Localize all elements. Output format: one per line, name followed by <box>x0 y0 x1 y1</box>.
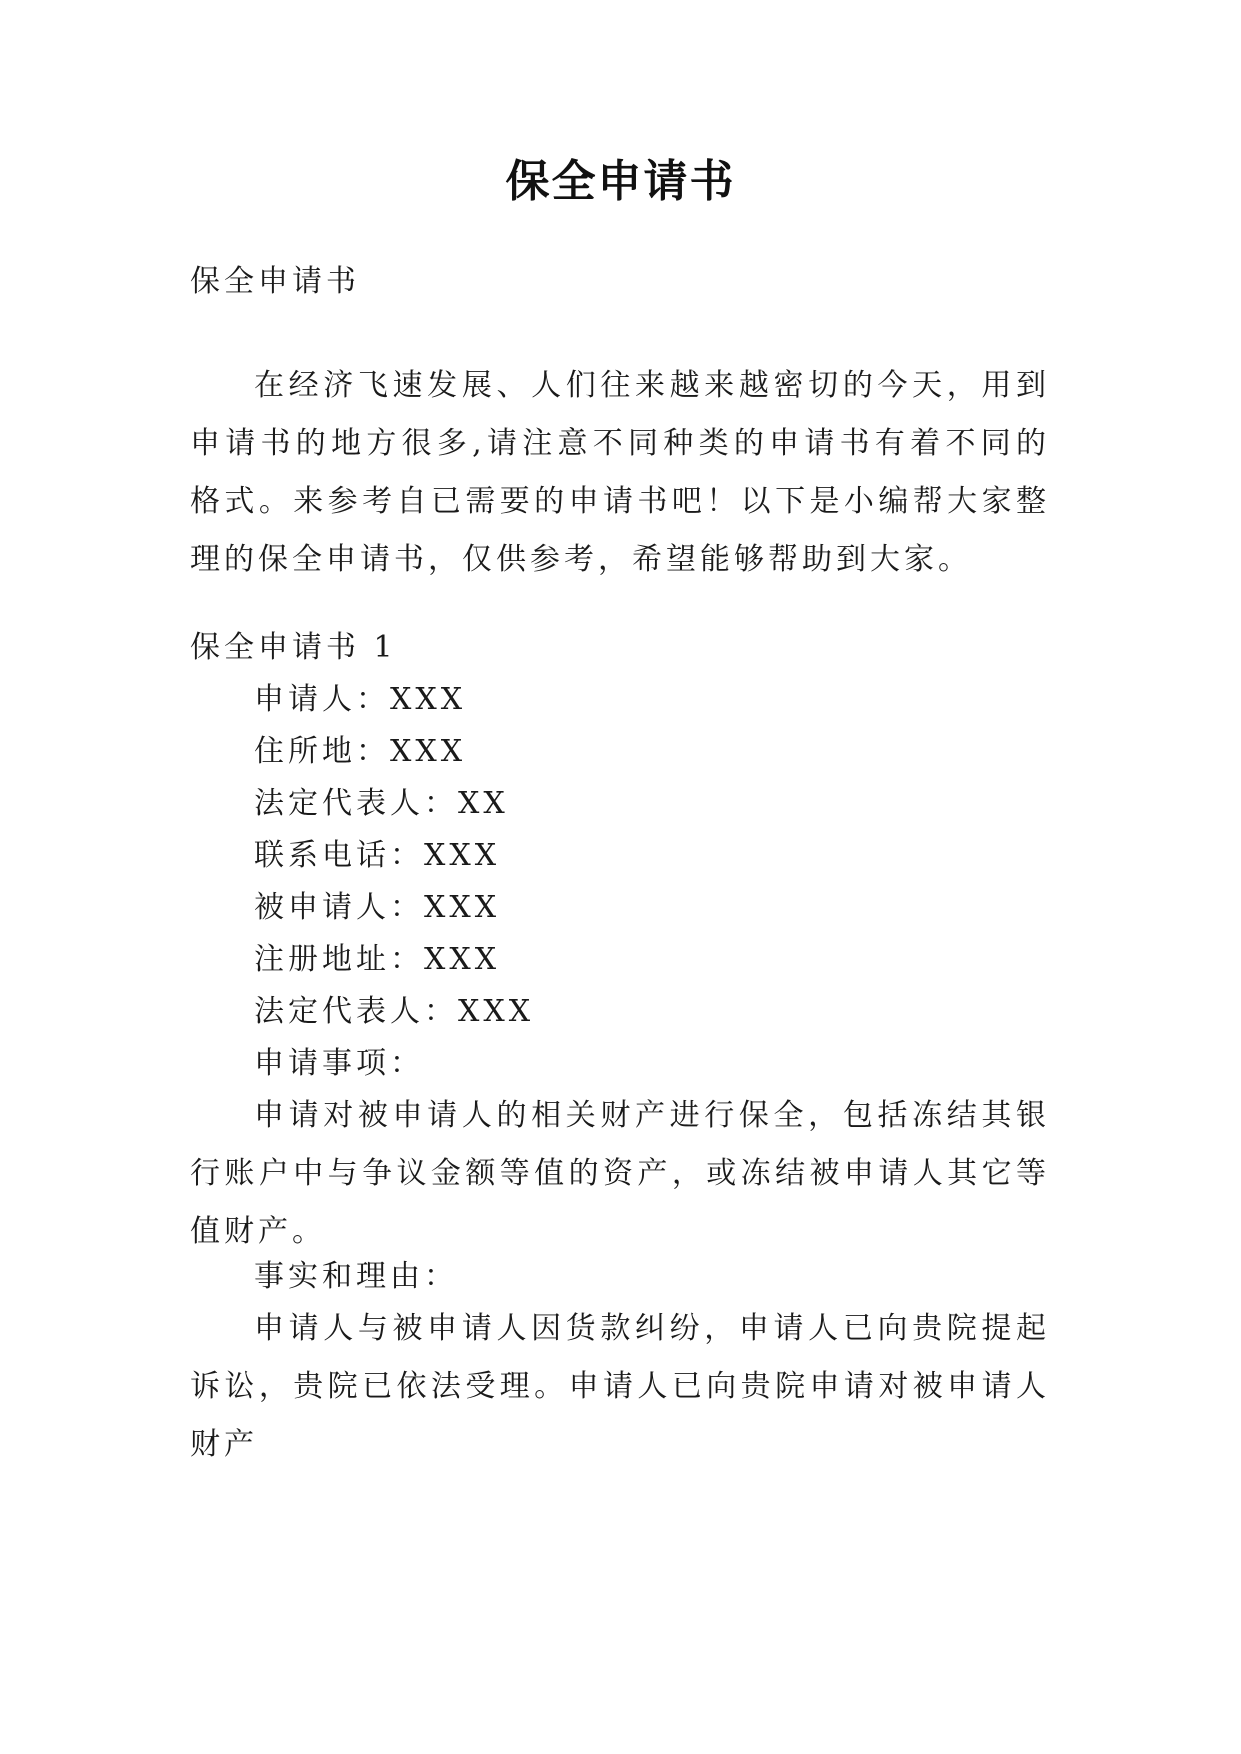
facts-heading: 事实和理由： <box>254 1259 458 1294</box>
intro-paragraph: 在经济飞速发展、人们往来越来越密切的今天，用到申请书的地方很多,请注意不同种类的申请书有着不同的格式。来参考自已需要的申请书吧！以下是小编帮大家整理的保全申请书，仅供参考，希望能够帮助到大家。 <box>190 368 1050 577</box>
facts-paragraph: 申请人与被申请人因货款纠纷，申请人已向贵院提起诉讼，贵院已依法受理。申请人已向贵院申请对被申请人财产 <box>190 1311 1050 1462</box>
field-respondent: 被申请人：XXX <box>254 890 501 925</box>
field-phone: 联系电话：XXX <box>254 838 501 873</box>
request-heading: 申请事项： <box>254 1046 424 1081</box>
document-title: 保全申请书 <box>505 156 736 207</box>
request-paragraph: 申请对被申请人的相关财产进行保全，包括冻结其银行账户中与争议金额等值的资产，或冻结被申请人其它等值财产。 <box>190 1098 1050 1249</box>
field-applicant: 申请人：XXX <box>254 682 467 717</box>
field-legal-representative: 法定代表人：XX <box>254 786 509 821</box>
document-subtitle: 保全申请书 <box>190 264 360 299</box>
field-respondent-legal-representative: 法定代表人：XXX <box>254 994 535 1029</box>
field-registered-address: 注册地址：XXX <box>254 942 501 977</box>
field-residence: 住所地：XXX <box>254 734 467 769</box>
section-heading: 保全申请书 1 <box>190 630 397 665</box>
